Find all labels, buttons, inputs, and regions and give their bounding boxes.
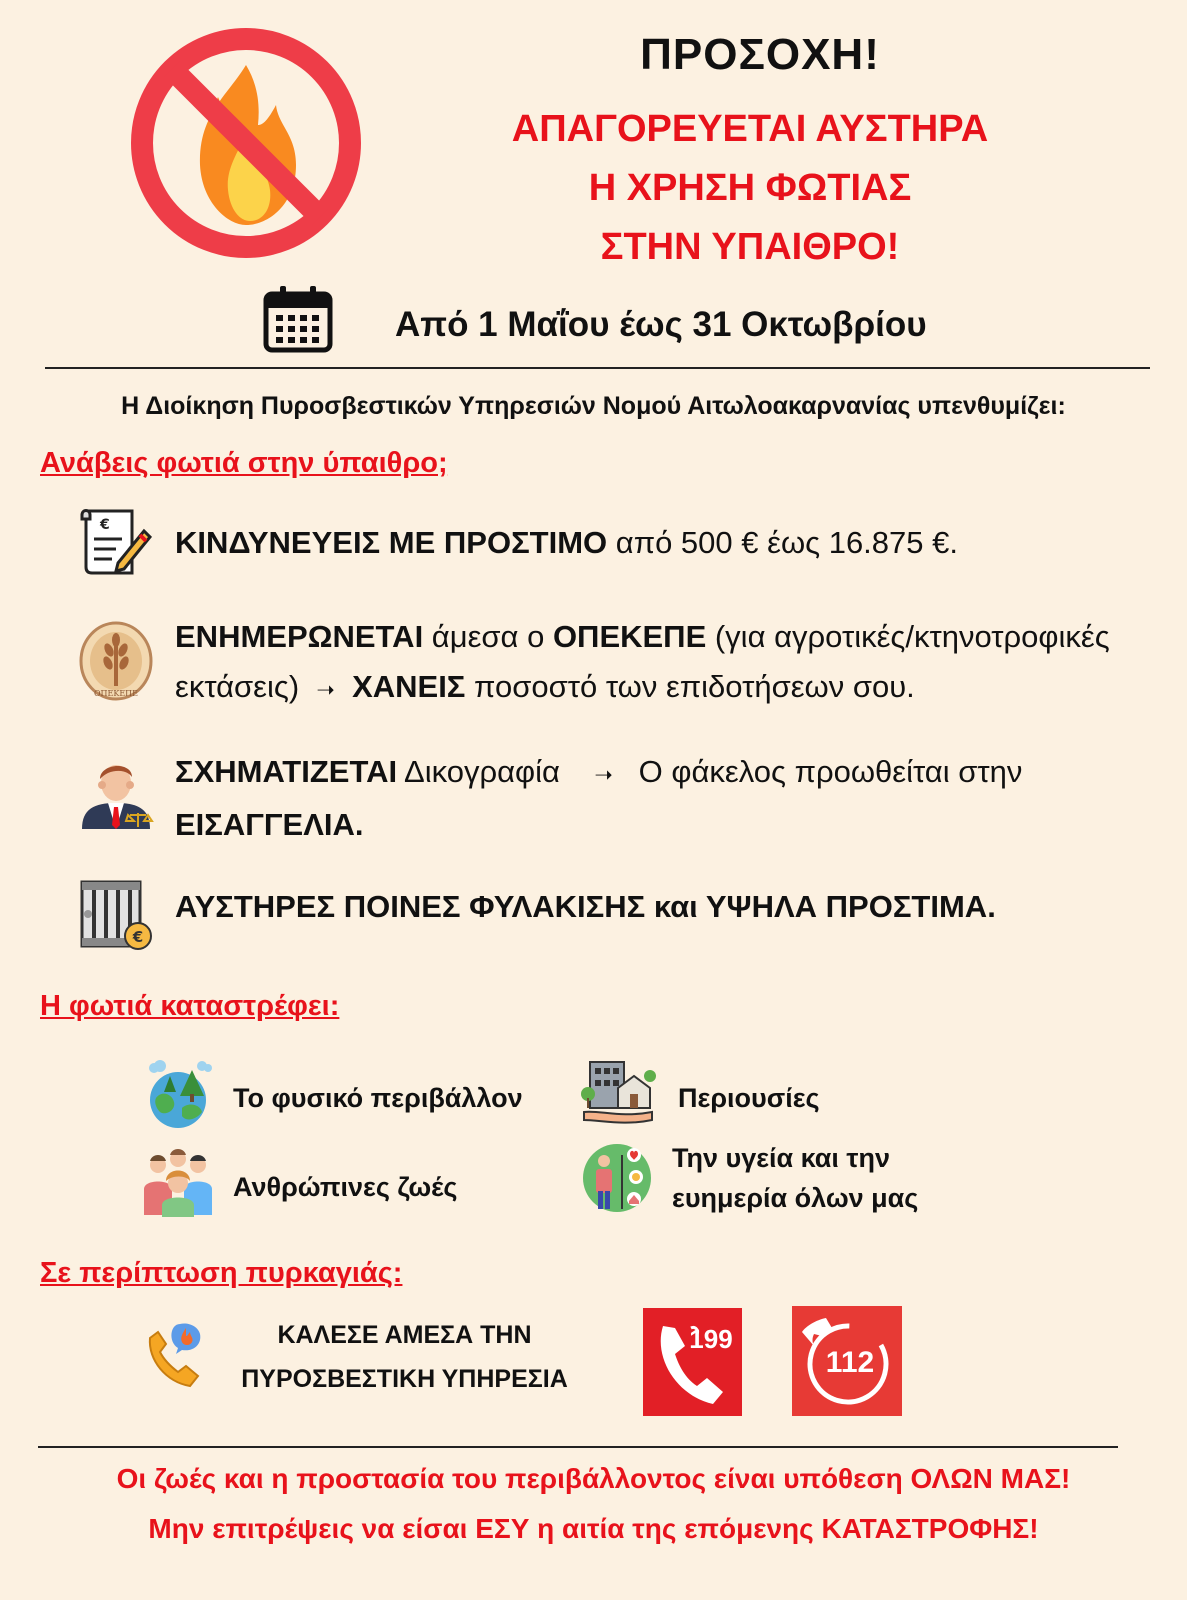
destroys-property: Περιουσίες <box>678 1083 820 1113</box>
phone-112-number: 112 <box>825 1346 875 1379</box>
section-heading-fire: Ανάβεις φωτιά στην ύπαιθρο; <box>40 447 448 479</box>
opekepe-logo <box>78 620 154 702</box>
divider <box>45 367 1150 369</box>
prison-icon <box>78 878 154 954</box>
destroys-health-line-1: Την υγεία και την <box>672 1143 890 1173</box>
phone-fire-icon <box>142 1320 216 1390</box>
calendar-icon <box>262 284 334 354</box>
opekepe-text: ΕΝΗΜΕΡΩΝΕΤΑΙ άμεσα ο ΟΠΕΚΕΠΕ (για αγροτικές/κτηνοτροφικές εκτάσεις) ➝ ΧΑΝΕΙΣ ποσοστό των επιδοτήσεων σου. <box>175 619 1110 704</box>
destroys-lives: Ανθρώπινες ζωές <box>233 1172 458 1202</box>
people-icon <box>142 1145 214 1217</box>
no-fire-icon <box>128 25 364 261</box>
call-text-line-2: ΠΥΡΟΣΒΕΣΤΙΚΗ ΥΠΗΡΕΣΙΑ <box>241 1365 568 1393</box>
section-heading-emergency: Σε περίπτωση πυρκαγιάς: <box>40 1257 403 1289</box>
property-icon <box>580 1058 656 1130</box>
intro-text: Η Διοίκηση Πυροσβεστικών Υπηρεσιών Νομού Αιτωλοακαρνανίας υπενθυμίζει: <box>121 392 1066 420</box>
footer-line-2: Μην επιτρέψεις να είσαι ΕΣΥ η αιτία της επόμενης ΚΑΤΑΣΤΡΟΦΗΣ! <box>148 1513 1039 1544</box>
svg-text:€: € <box>100 517 110 533</box>
fine-document-icon <box>78 505 154 581</box>
footer-divider <box>38 1446 1118 1448</box>
opekepe-logo-text: ΟΠΕΚΕΠΕ <box>93 689 139 698</box>
ban-line-2: Η ΧΡΗΣΗ ΦΩΤΙΑΣ <box>588 167 912 209</box>
arrow-icon: ➝ <box>594 762 613 787</box>
ban-line-3: ΣΤΗΝ ΥΠΑΙΘΡΟ! <box>600 226 900 268</box>
destroys-health-line-2: ευημερία όλων μας <box>672 1183 919 1213</box>
call-text-line-1: ΚΑΛΕΣΕ ΑΜΕΣΑ ΤΗΝ <box>277 1321 532 1349</box>
phone-199-number: 199 <box>689 1324 733 1354</box>
fine-text: ΚΙΝΔΥΝΕΥΕΙΣ ΜΕ ΠΡΟΣΤΙΜΟ από 500 € έως 16.875 €. <box>175 525 958 560</box>
ban-line-1: ΑΠΑΓΟΡΕΥΕΤΑΙ ΑΥΣΤΗΡΑ <box>511 108 989 150</box>
phone-112-icon[interactable] <box>792 1306 902 1416</box>
lawyer-icon <box>78 755 154 831</box>
case-text: ΣΧΗΜΑΤΙΖΕΤΑΙ Δικογραφία ➝ Ο φάκελος προωθείται στην ΕΙΣΑΓΓΕΛΙΑ. <box>175 754 1023 842</box>
prison-text: ΑΥΣΤΗΡΕΣ ΠΟΙΝΕΣ ΦΥΛΑΚΙΣΗΣ και ΥΨΗΛΑ ΠΡΟΣΤΙΜΑ. <box>175 889 996 924</box>
nature-icon <box>142 1058 214 1130</box>
section-heading-destroys: Η φωτιά καταστρέφει: <box>40 990 340 1022</box>
destroys-nature: Το φυσικό περιβάλλον <box>233 1083 523 1113</box>
svg-text:€: € <box>132 928 144 946</box>
page-title: ΠΡΟΣΟΧΗ! <box>640 30 880 79</box>
date-range: Από 1 Μαΐου έως 31 Οκτωβρίου <box>395 305 927 344</box>
health-icon <box>580 1141 654 1215</box>
arrow-icon: ➝ <box>316 677 335 702</box>
footer-line-1: Οι ζωές και η προστασία του περιβάλλοντος είναι υπόθεση ΟΛΩΝ ΜΑΣ! <box>116 1463 1071 1494</box>
phone-199-icon[interactable] <box>643 1308 742 1416</box>
